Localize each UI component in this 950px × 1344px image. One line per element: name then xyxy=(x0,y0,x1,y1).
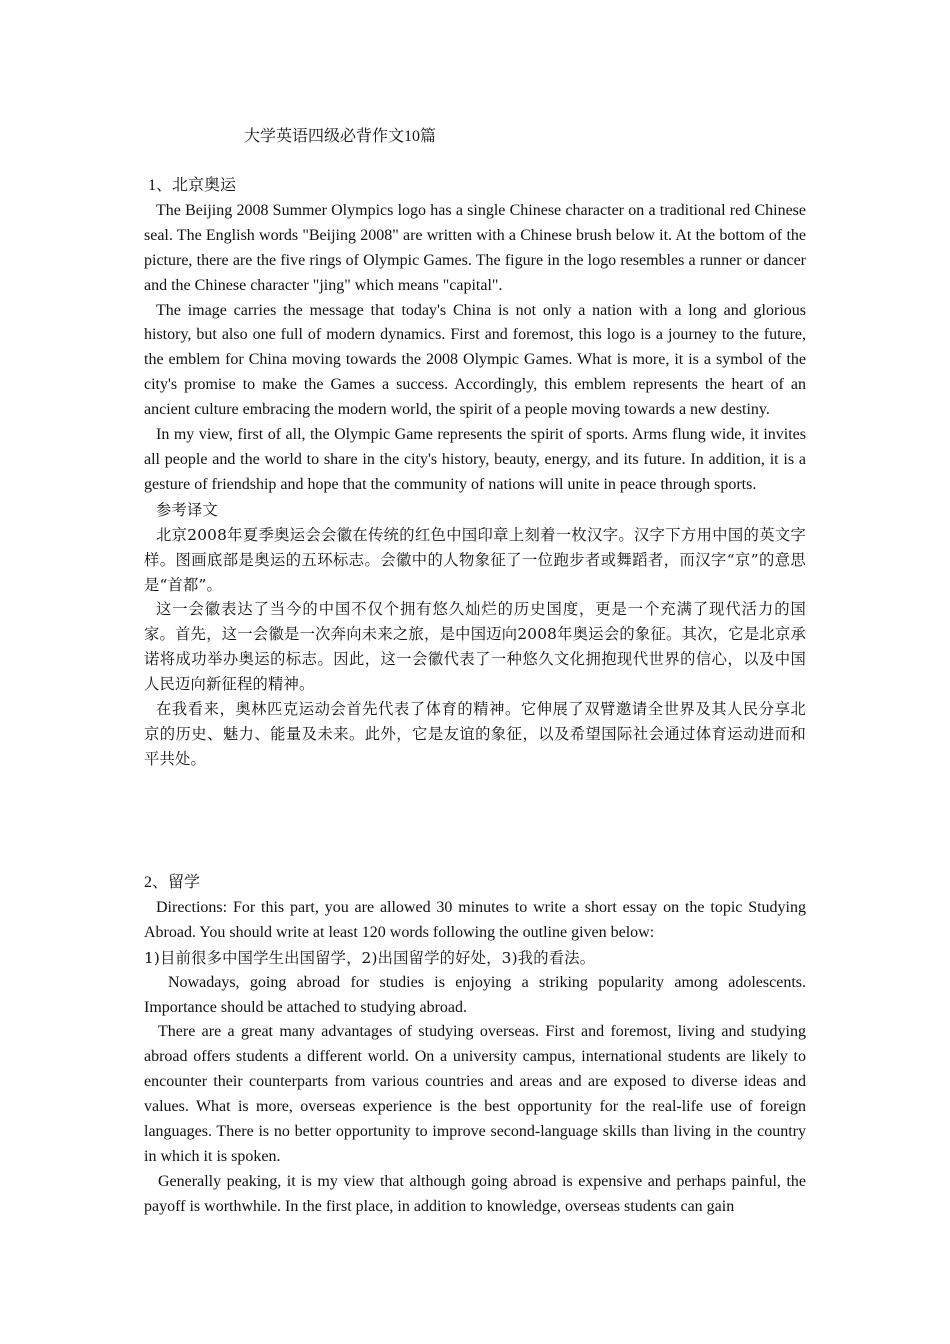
translation-label: 参考译文 xyxy=(156,500,218,519)
section-heading: 2、留学 xyxy=(144,874,201,891)
essay-paragraph: In my view, first of all, the Olympic Game represents the spirit of sports. Arms flung wide, it invites all people and the world to share in the city's history, beauty, energy, and its future. In addition, it is a gesture of friendship and hope that the community of nations will unite in peace through sports. xyxy=(144,426,806,493)
essay-paragraph: The image carries the message that today's China is not only a nation with a long and glorious history, but also one full of modern dynamics. First and foremost, this logo is a journey to the future, the emblem for China moving towards the 2008 Olympic Games. What is more, it is a symbol of the city's promise to make the Games a success. Accordingly, this emblem represents the heart of an ancient culture embracing the modern world, the spirit of a people moving towards a new destiny. xyxy=(144,301,806,419)
section-heading: 1、北京奥运 xyxy=(148,177,237,194)
essay-section-studying-abroad xyxy=(144,871,806,1220)
essay-paragraph: There are a great many advantages of studying overseas. First and foremost, living and studying abroad offers students a different world. On a university campus, international students are likely to encounter their counterparts from various countries and areas and are exposed to diverse ideas and values. What is more, overseas experience is the best opportunity for the real-life use of foreign languages. There is no better opportunity to improve second-language skills than living in the country in which it is spoken. xyxy=(144,1023,806,1165)
directions-text: Directions: For this part, you are allowed 30 minutes to write a short essay on the topic Studying Abroad. You should write at least 120 words following the outline given below: xyxy=(144,898,806,941)
document-title: 大学英语四级必背作文10篇 xyxy=(244,128,437,145)
translation-paragraph: 在我看来，奥林匹克运动会首先代表了体育的精神。它伸展了双臂邀请全世界及其人民分享北京的历史、魅力、能量及未来。此外，它是友谊的象征，以及希望国际社会通过体育运动进而和平共处。 xyxy=(144,700,806,768)
essay-paragraph: Nowadays, going abroad for studies is enjoying a striking popularity among adolescents. Importance should be attached to studying abroad. xyxy=(144,973,806,1016)
translation-paragraph: 这一会徽表达了当今的中国不仅个拥有悠久灿烂的历史国度，更是一个充满了现代活力的国家。首先，这一会徽是一次奔向未来之旅，是中国迈向2008年奥运会的象征。其次，它是北京承诺将成功举办奥运的标志。因此，这一会徽代表了一种悠久文化拥抱现代世界的信心，以及中国人民迈向新征程的精神。 xyxy=(144,600,806,694)
outline-text: 1)目前很多中国学生出国留学，2)出国留学的好处，3)我的看法。 xyxy=(144,948,596,967)
essay-paragraph: Generally peaking, it is my view that although going abroad is expensive and perhaps painful, the payoff is worthwhile. In the first place, in addition to knowledge, overseas students can gain xyxy=(144,1172,806,1215)
translation-paragraph: 北京2008年夏季奥运会会徽在传统的红色中国印章上刻着一枚汉字。汉字下方用中国的英文字样。图画底部是奥运的五环标志。会徽中的人物象征了一位跑步者或舞蹈者，而汉字“京”的意思是“首都”。 xyxy=(144,525,806,594)
essay-section-beijing-olympics xyxy=(144,174,806,772)
essay-paragraph: The Beijing 2008 Summer Olympics logo has a single Chinese character on a traditional red Chinese seal. The English words "Beijing 2008" are written with a Chinese brush below it. At the bottom of the picture, there are the five rings of Olympic Games. The figure in the logo resembles a runner or dancer and the Chinese character "jing" which means "capital". xyxy=(144,201,806,294)
